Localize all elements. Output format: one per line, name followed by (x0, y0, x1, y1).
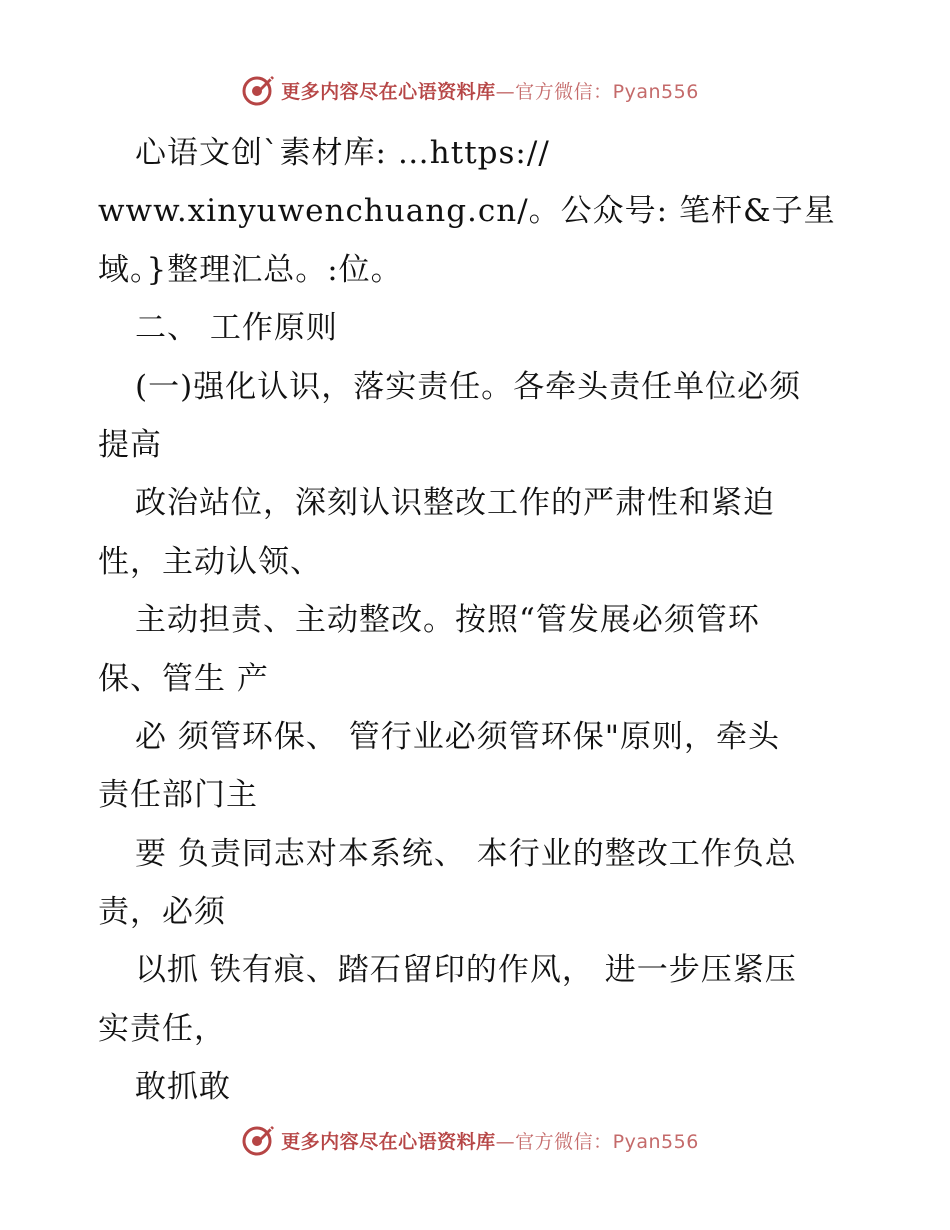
footer-banner-text (281, 1127, 699, 1154)
body-line: 保、管生 产 (98, 660, 269, 697)
header-banner-separator: — (495, 80, 516, 103)
body-line: 政治站位，深刻认识整改工作的严肃性和紧迫 (135, 485, 775, 522)
header-banner-text (281, 77, 699, 104)
body-line: 心语文创`素材库: …https:// (135, 135, 550, 171)
body-line: 责任部门主 (98, 777, 258, 814)
pen-logo-icon (241, 1123, 275, 1157)
footer-banner-wechat: 官方微信：Pyan556 (515, 1130, 699, 1153)
body-line: 要 负责同志对本系统、 本行业的整改工作负总 (135, 835, 797, 872)
body-line: 责，必须 (98, 894, 226, 931)
footer-banner-content (241, 1123, 699, 1157)
header-banner-title: 更多内容尽在心语资料库 (281, 80, 496, 103)
footer-banner-separator: — (495, 1130, 516, 1153)
body-line: 以抓 铁有痕、踏石留印的作风， 进一步压紧压 (135, 952, 797, 989)
body-line: 主动担责、主动整改。按照“管发展必须管环 (135, 602, 760, 639)
body-line: 域。}整理汇总。:位。 (98, 251, 403, 288)
header-banner (0, 70, 950, 110)
footer-banner (0, 1120, 950, 1160)
body-line: www.xinyuwenchuang.cn/。公众号: 笔杆&子星 (98, 193, 836, 230)
section-heading: 二、 工作原则 (135, 310, 338, 347)
footer-banner-title: 更多内容尽在心语资料库 (281, 1130, 496, 1153)
body-line: 实责任， (98, 1010, 226, 1047)
body-line: 必 须管环保、 管行业必须管环保"原则，牵头 (135, 718, 780, 755)
body-line: 提高 (98, 426, 162, 463)
header-banner-content (241, 73, 699, 107)
body-line: (一)强化认识，落实责任。各牵头责任单位必须 (135, 368, 802, 405)
document-body (98, 124, 868, 1117)
body-line: 性，主动认领、 (98, 543, 322, 580)
header-banner-wechat: 官方微信：Pyan556 (515, 80, 699, 103)
body-line: 敢抓敢 (135, 1069, 231, 1106)
pen-logo-icon (241, 73, 275, 107)
